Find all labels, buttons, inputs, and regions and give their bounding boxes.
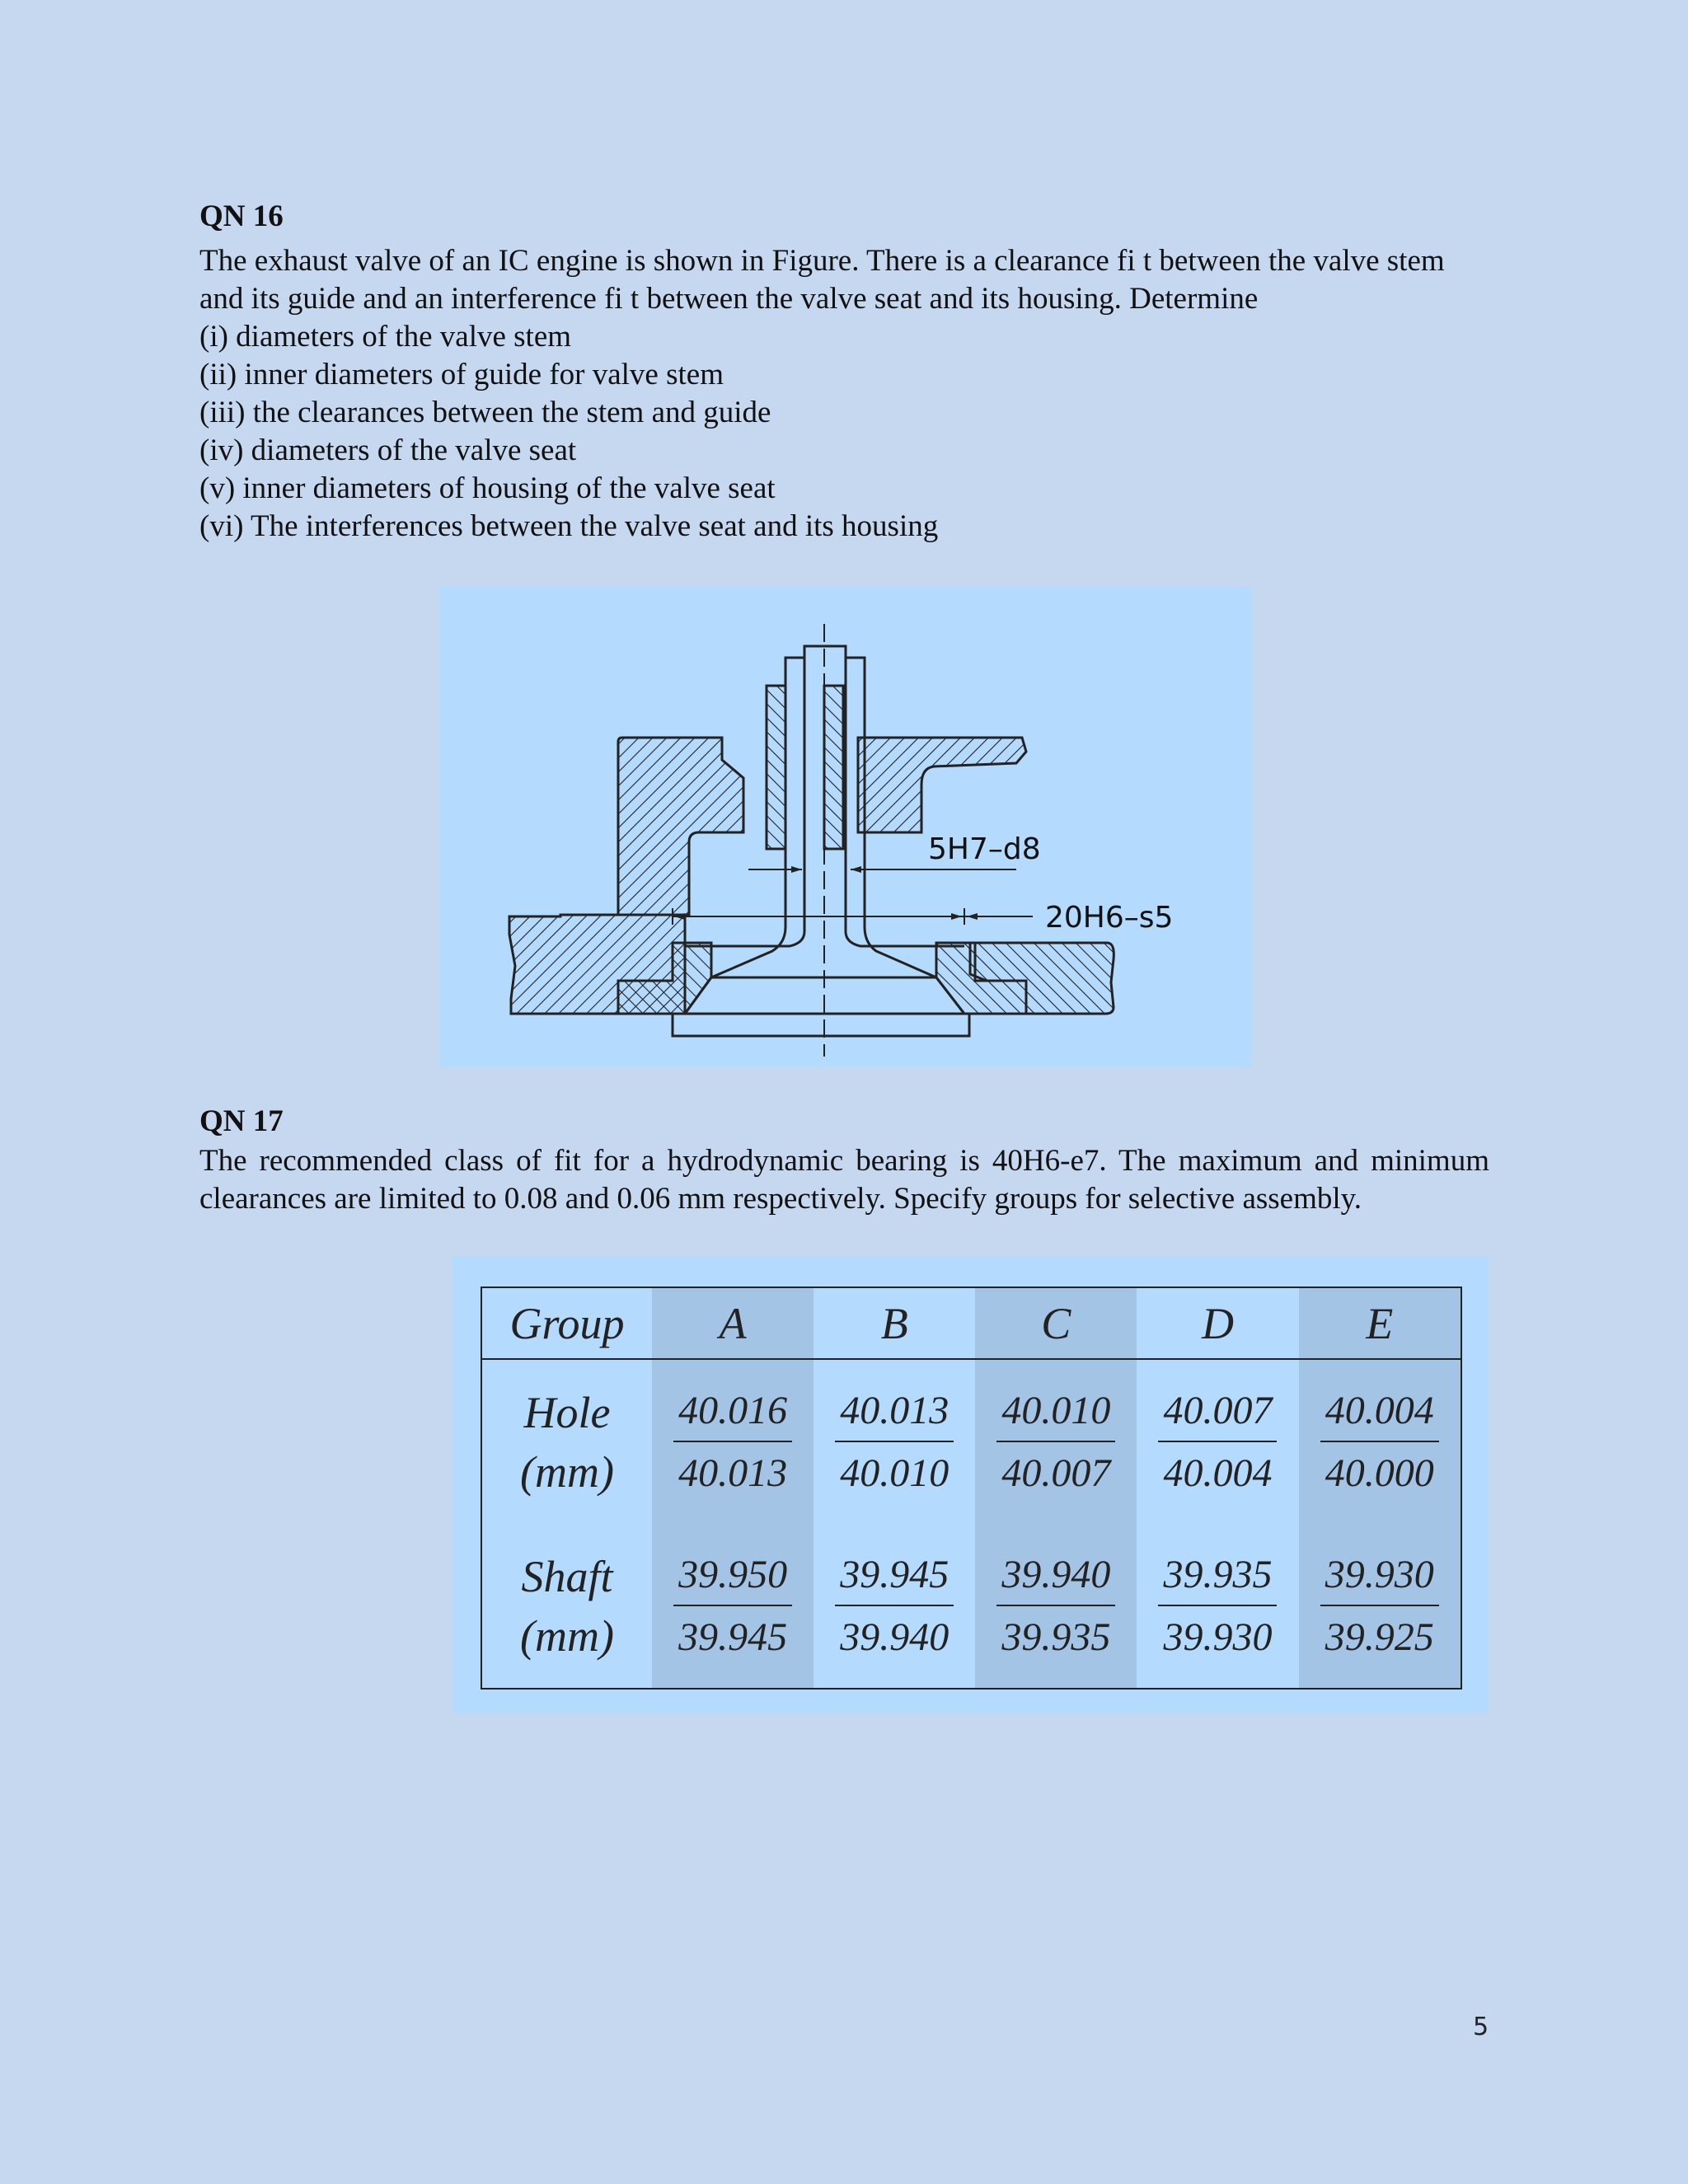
qn16-intro: The exhaust valve of an IC engine is shown in Figure. There is a clearance fi t between the valve stem and its guide and an interference fi t between the valve seat and its housing. Determine [199,244,1445,316]
page-number: 5 [1473,2013,1489,2041]
hole-unit: (mm) [520,1446,614,1497]
hole-lower: 40.013 [678,1451,788,1495]
shaft-upper: 39.945 [835,1549,954,1606]
valve-guide-left [767,686,785,849]
shaft-cell-e [1299,1524,1462,1689]
hole-lower: 40.004 [1163,1451,1273,1495]
seat-fit-label: 20H6–s5 [1045,901,1174,935]
qn16-item: (iv) diameters of the valve seat [199,434,577,467]
shaft-cell-c [975,1524,1137,1689]
hole-lower: 40.010 [840,1451,950,1495]
shaft-lower: 39.930 [1163,1615,1273,1659]
hole-cell-d [1137,1359,1298,1524]
valve-guide-right [824,686,843,849]
shaft-row-label [481,1524,652,1689]
shaft-unit: (mm) [520,1610,614,1661]
hole-label: Hole [523,1387,611,1437]
group-d-header: D [1137,1287,1298,1359]
hole-upper: 40.013 [835,1385,954,1442]
stem-fit-label: 5H7–d8 [928,832,1041,866]
hole-upper: 40.010 [996,1385,1115,1442]
shaft-lower: 39.945 [678,1615,788,1659]
hole-row-label [481,1359,652,1524]
hole-upper: 40.007 [1158,1385,1277,1442]
group-e-header: E [1299,1287,1462,1359]
qn16-heading: QN 16 [199,199,284,233]
selective-assembly-table [481,1286,1462,1690]
hole-cell-c [975,1359,1137,1524]
hole-upper: 40.004 [1320,1385,1439,1442]
qn16-item-list [199,318,1489,546]
qn16-item: (ii) inner diameters of guide for valve stem [199,358,724,391]
shaft-row [481,1524,1461,1689]
shaft-upper: 39.930 [1320,1549,1439,1606]
qn16-item: (i) diameters of the valve stem [199,320,572,354]
shaft-cell-d [1137,1524,1298,1689]
qn16-item: (iii) the clearances between the stem and guide [199,396,771,429]
shaft-upper: 39.940 [996,1549,1115,1606]
hole-cell-e [1299,1359,1462,1524]
shaft-cell-a [652,1524,814,1689]
hole-cell-a [652,1359,814,1524]
qn16-item: (v) inner diameters of housing of the valve seat [199,471,776,505]
table-header-row [481,1287,1461,1359]
hole-row [481,1359,1461,1524]
group-header: Group [481,1287,652,1359]
group-a-header: A [652,1287,814,1359]
qn17-text: The recommended class of fit for a hydrodynamic bearing is 40H6-e7. The maximum and minimum clearances are limited to 0.08 and 0.06 mm respectively. Specify groups for selective assembly. [199,1144,1489,1216]
shaft-upper: 39.935 [1158,1549,1277,1606]
group-c-header: C [975,1287,1137,1359]
shaft-label: Shaft [521,1551,613,1601]
qn17-heading: QN 17 [199,1104,284,1138]
group-b-header: B [814,1287,975,1359]
qn16-item: (vi) The interferences between the valve seat and its housing [199,509,939,543]
hole-cell-b [814,1359,975,1524]
shaft-upper: 39.950 [673,1549,792,1606]
hole-lower: 40.007 [1001,1451,1111,1495]
selective-assembly-table-panel [452,1256,1489,1713]
shaft-lower: 39.935 [1001,1615,1111,1659]
valve-drawing [439,587,1252,1067]
cylinder-head-right [858,738,1026,832]
shaft-lower: 39.925 [1325,1615,1434,1659]
shaft-cell-b [814,1524,975,1689]
shaft-lower: 39.940 [840,1615,950,1659]
hole-upper: 40.016 [673,1385,792,1442]
valve-figure [439,587,1252,1067]
hole-lower: 40.000 [1325,1451,1434,1495]
